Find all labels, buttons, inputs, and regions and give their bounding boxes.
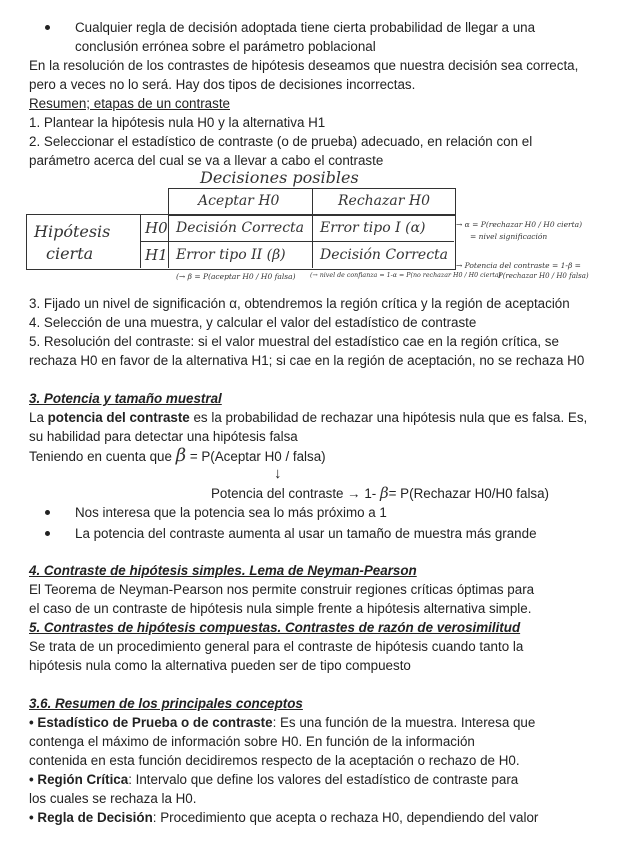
bold-term: • Región Crítica — [29, 772, 129, 787]
text: : Intervalo que define los valores del estadístico de contraste para — [128, 772, 519, 787]
concept-region-critica — [29, 770, 518, 789]
teniendo-line — [29, 446, 326, 466]
section-heading-compuestas: 5. Contrastes de hipótesis compuestas. Contrastes de razón de verosimilitud — [29, 620, 521, 635]
potencia-line — [29, 408, 587, 427]
paragraph-line: En la resolución de los contrastes de hipótesis deseamos que nuestra decisión sea correcta, — [29, 58, 579, 73]
text: Potencia del contraste → 1- — [211, 486, 380, 501]
text: : Es una función de la muestra. Interesa que — [272, 715, 536, 730]
paragraph-line: hipótesis nula como la alternativa pueden ser de tipo compuesto — [29, 658, 411, 673]
cell-error-tipo-1: Error tipo I (α) — [320, 220, 426, 236]
section-heading-potencia: 3. Potencia y tamaño muestral — [29, 391, 222, 406]
paragraph-line: contenga el máximo de información sobre H0. En función de la información — [29, 734, 475, 749]
bold-term: • Regla de Decisión — [29, 810, 153, 825]
bullet-dot — [45, 531, 50, 536]
note-alpha: → α = P(rechazar H0 / H0 cierta) — [456, 220, 583, 229]
table-title: Decisiones posibles — [200, 168, 359, 187]
paragraph-line: contenida en esta función decidiremos respecto de la aceptación o rechazo de H0. — [29, 753, 520, 768]
bullet-text: Cualquier regla de decisión adoptada tiene cierta probabilidad de llegar a una — [75, 20, 536, 35]
text: es la probabilidad de rechazar una hipótesis nula que es falsa. Es, — [189, 410, 588, 425]
step-5: 5. Resolución del contraste: si el valor muestral del estadístico cae en la región crítica, se — [29, 334, 559, 349]
bullet-dot — [45, 25, 50, 30]
section-heading-conceptos: 3.6. Resumen de los principales conceptos — [29, 696, 303, 711]
note-beta: (→ β = P(aceptar H0 / H0 falsa) — [176, 272, 296, 281]
paragraph-line: El Teorema de Neyman-Pearson nos permite construir regiones críticas óptimas para — [29, 582, 535, 597]
row-h1: H1 — [145, 246, 168, 264]
potencia-contraste-line — [211, 484, 549, 503]
step-4: 4. Selección de una muestra, y calcular el valor del estadístico de contraste — [29, 315, 477, 330]
note-potencia-b: P(rechazar H0 / H0 falsa) — [498, 272, 589, 280]
text: = P(Rechazar H0/H0 falsa) — [388, 486, 550, 501]
note-alpha-b: = nivel significación — [470, 232, 548, 241]
table-col-divider-b — [168, 214, 169, 268]
step-2: 2. Seleccionar el estadístico de contraste (o de prueba) adecuado, en relación con el — [29, 134, 533, 149]
paragraph-line: los cuales se rechaza la H0. — [29, 791, 197, 806]
paragraph-line: pero a veces no lo será. Hay dos tipos de decisiones incorrectas. — [29, 77, 416, 92]
potencia-line-cont: su habilidad para detectar una hipótesis falsa — [29, 429, 298, 444]
bold-term: • Estadístico de Prueba o de contraste — [29, 715, 273, 730]
concept-regla-decision — [29, 808, 538, 827]
cell-error-tipo-2: Error tipo II (β) — [176, 247, 286, 263]
note-confianza: (→ nivel de confianza = 1-α = P(no rechazar H0 / H0 cierta) — [310, 272, 502, 279]
text: Teniendo en cuenta que — [29, 449, 176, 464]
row-h0: H0 — [145, 219, 168, 237]
note-potencia: → Potencia del contraste = 1-β = — [456, 261, 581, 270]
beta-symbol: β — [379, 484, 389, 502]
section-heading-resumen: Resumen; etapas de un contraste — [29, 96, 230, 111]
bullet-dot — [45, 510, 50, 515]
step-5-cont: rechaza H0 en favor de la alternativa H1; si cae en la región de aceptación, no se rechaza H0 — [29, 353, 585, 368]
row-label-hipotesis: Hipótesis — [34, 222, 111, 241]
step-2-cont: parámetro acerca del cual se va a llevar a cabo el contraste — [29, 153, 384, 168]
table-row-divider — [140, 241, 454, 242]
text: : Procedimiento que acepta o rechaza H0, dependiendo del valor — [152, 810, 539, 825]
bold-term: potencia del contraste — [47, 410, 190, 425]
section-heading-neyman: 4. Contraste de hipótesis simples. Lema de Neyman-Pearson — [29, 563, 417, 578]
table-col-divider-a — [140, 214, 141, 268]
bullet-text-cont: conclusión errónea sobre el parámetro poblacional — [75, 39, 376, 54]
header-aceptar: Aceptar H0 — [198, 193, 280, 209]
row-label-cierta: cierta — [46, 244, 94, 263]
cell-decision-correcta-2: Decisión Correcta — [320, 247, 449, 263]
beta-symbol: β — [175, 445, 187, 466]
paragraph-line: el caso de un contraste de hipótesis nula simple frente a hipótesis alternativa simple. — [29, 601, 532, 616]
down-arrow: ↓ — [274, 465, 282, 482]
bullet-text: La potencia del contraste aumenta al usar un tamaño de muestra más grande — [75, 526, 537, 541]
text: = P(Aceptar H0 / falsa) — [186, 449, 326, 464]
paragraph-line: Se trata de un procedimiento general para el contraste de hipótesis cuando tanto la — [29, 639, 524, 654]
bullet-text: Nos interesa que la potencia sea lo más próximo a 1 — [75, 505, 387, 520]
text: La — [29, 410, 48, 425]
step-3: 3. Fijado un nivel de significación α, obtendremos la región crítica y la región de aceptación — [29, 296, 570, 311]
cell-decision-correcta-1: Decisión Correcta — [176, 220, 305, 236]
concept-estadistico — [29, 713, 535, 732]
header-rechazar: Rechazar H0 — [338, 193, 431, 209]
step-1: 1. Plantear la hipótesis nula H0 y la alternativa H1 — [29, 115, 326, 130]
